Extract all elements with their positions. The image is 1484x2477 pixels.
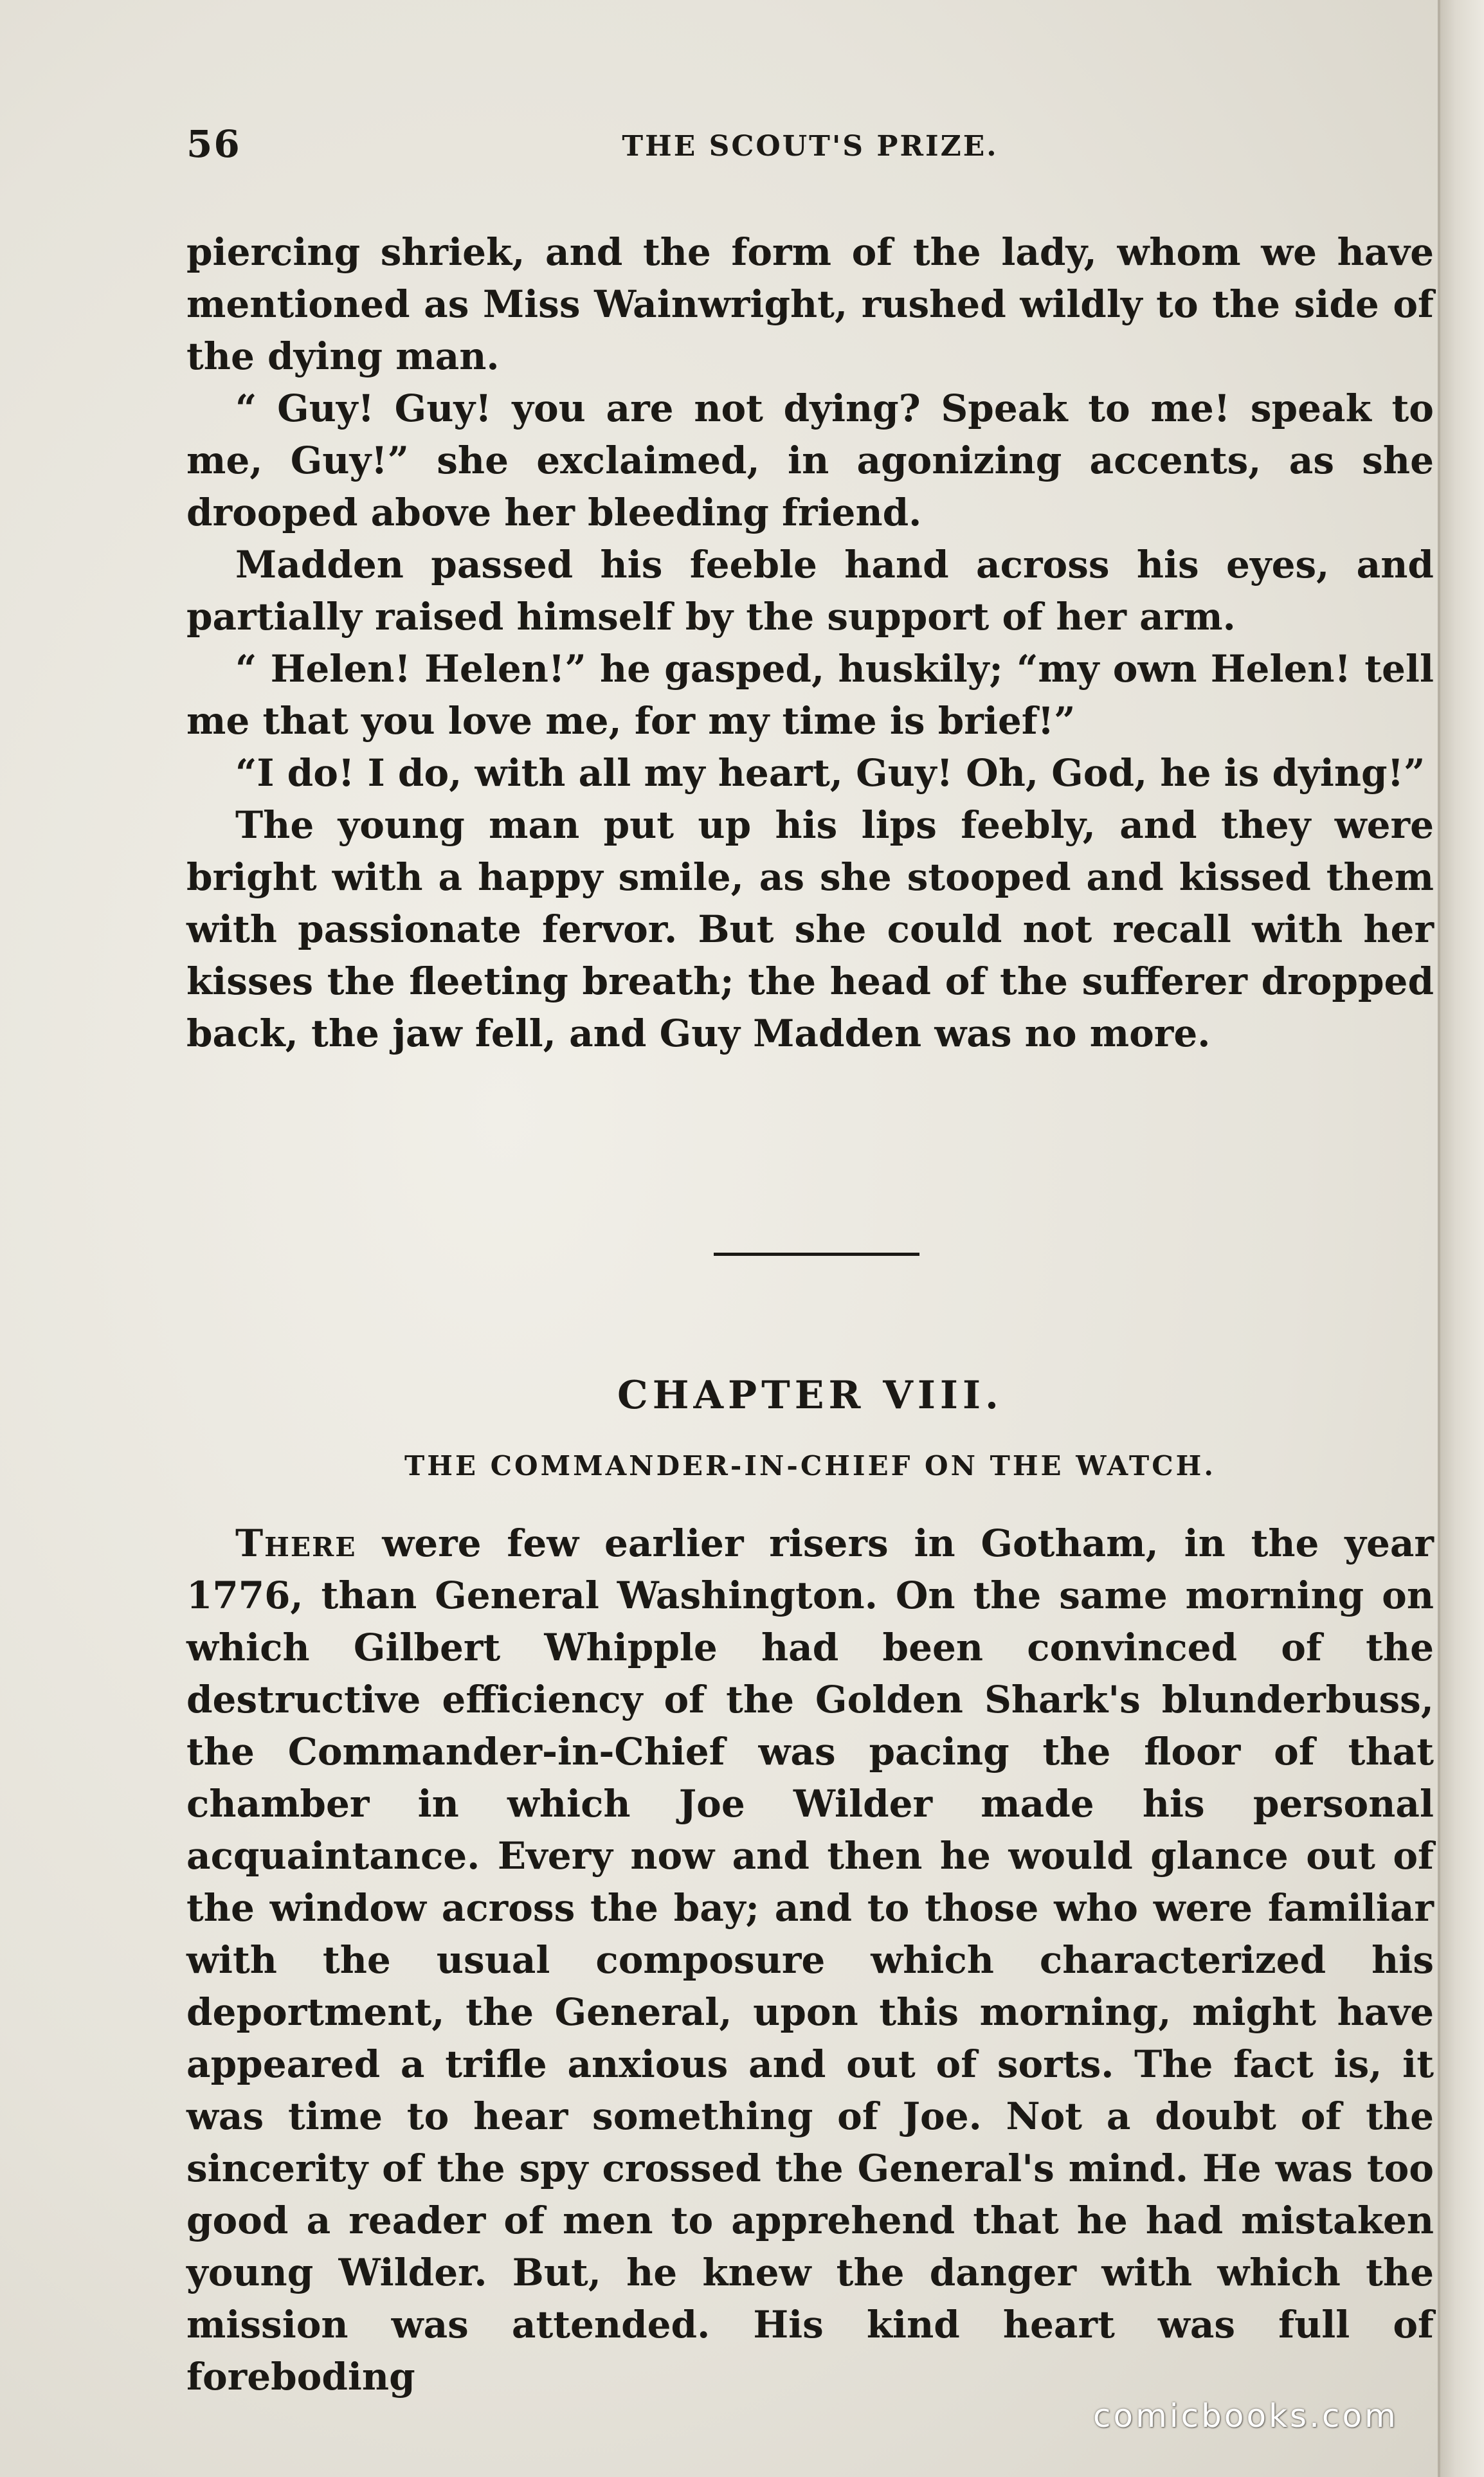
watermark: comicbooks.com	[1093, 2397, 1398, 2435]
running-head	[186, 122, 1434, 174]
paragraph: The young man put up his lips feebly, and they were bright with a happy smile, as she stooped and kissed them with passionate fervor. But she could not recall with her kisses the fleeting breath; the head of the sufferer dropped back, the jaw fell, and Guy Madden was no more.	[186, 803, 1434, 1055]
paragraph: “ Guy! Guy! you are not dying? Speak to me! speak to me, Guy!” she exclaimed, in agonizing accents, as she drooped above her bleeding friend.	[186, 386, 1434, 534]
text-block-chapter-body	[186, 1518, 1434, 2403]
page-number: 56	[186, 122, 241, 166]
chapter-lead-word: There	[235, 1521, 357, 1565]
chapter-paragraph	[186, 1518, 1434, 2403]
page-edge	[1438, 0, 1484, 2477]
text-block-before-chapter	[186, 226, 1434, 1060]
running-title: THE SCOUT'S PRIZE.	[622, 130, 999, 163]
chapter-title: CHAPTER VIII.	[617, 1373, 1003, 1418]
paragraph: “ Helen! Helen!” he gasped, huskily; “my own Helen! tell me that you love me, for my time is brief!”	[186, 647, 1434, 743]
chapter-subtitle: THE COMMANDER-IN-CHIEF ON THE WATCH.	[404, 1450, 1216, 1482]
paragraph: “I do! I do, with all my heart, Guy! Oh, God, he is dying!”	[235, 751, 1425, 795]
paragraph: Madden passed his feeble hand across his eyes, and partially raised himself by the support of her arm.	[186, 543, 1434, 639]
paragraph: piercing shriek, and the form of the lady, whom we have mentioned as Miss Wainwright, rushed wildly to the side of the dying man.	[186, 230, 1434, 378]
chapter-paragraph-text: were few earlier risers in Gotham, in the year 1776, than General Washington. On the same morning on which Gilbert Whipple had been convinced of the destructive efficiency of the Golden Shark's blunderbuss, the Commander-in-Chief was pacing the floor of that chamber in which Joe Wilder made his personal acquaintance. Every now and then he would glance out of the window across the bay; and to those who were familiar with the usual composure which characterized his deportment, the General, upon this morning, might have appeared a trifle anxious and out of sorts. The fact is, it was time to hear something of Joe. Not a doubt of the sincerity of the spy crossed the General's mind. He was too good a reader of men to apprehend that he had mistaken young Wilder. But, he knew the danger with which the mission was attended. His kind heart was full of foreboding	[186, 1521, 1434, 2399]
section-divider	[714, 1253, 919, 1256]
